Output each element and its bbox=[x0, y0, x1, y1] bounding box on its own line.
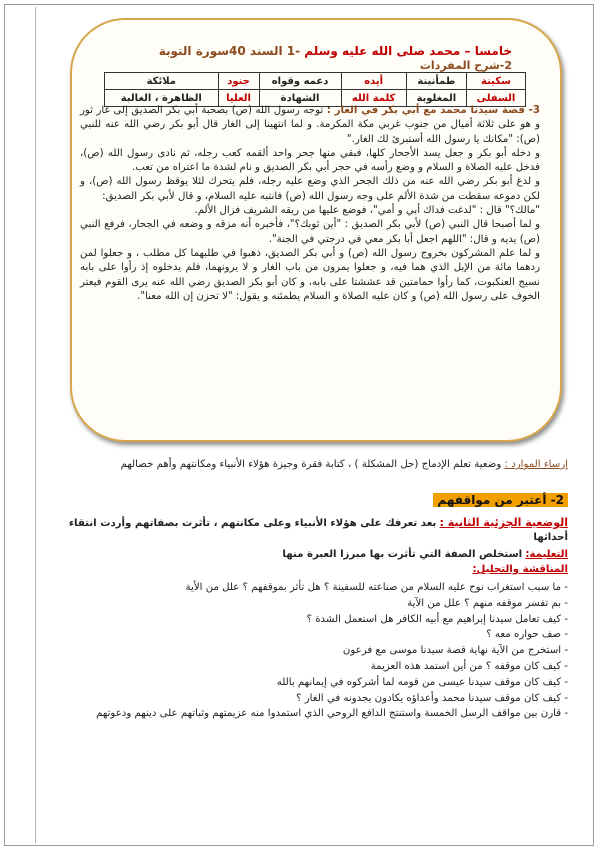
term-cell: كلمة الله bbox=[341, 90, 406, 107]
questions-list bbox=[40, 580, 568, 722]
story-paragraph: 3- قصة سيدنا محمد مع أبي بكر في الغار : توجه رسول الله (ص) بصحبة أبي بكر الصديق إلى غار ثور و هو على ثلاثة أميال من جنوب غربي مكة المكرمة. و لما انتهينا إلى الغار قال أبو بكر رضي الله عنه للنبي (ص): "مكانك يا رسول الله أستبرئ لك الغار." bbox=[80, 105, 540, 145]
instruction bbox=[40, 548, 568, 562]
partial-situation bbox=[40, 516, 568, 544]
instruction-label: التعليمة: bbox=[525, 549, 568, 560]
term-cell: جنود bbox=[218, 73, 259, 90]
story-text bbox=[80, 104, 540, 304]
term-cell: أيده bbox=[341, 73, 406, 90]
question-item: - كيف كان موقف سيدنا محمد وأعداؤه يكادون يجدونه في الغار ؟ bbox=[296, 692, 568, 704]
card-title bbox=[159, 44, 512, 58]
title-name: محمد صلى الله عليه وسلم bbox=[304, 44, 461, 58]
meaning-cell: طمأنينة bbox=[406, 73, 466, 90]
resources-label: إرساء الموارد : bbox=[504, 459, 568, 470]
section-title-row bbox=[40, 494, 568, 509]
meaning-cell: الظاهرة ، الغالبة bbox=[105, 90, 219, 107]
question-item: - ما سبب استغراب نوح عليه السلام من صناعته للسفينة ؟ هل تأثر بموقفهم ؟ علل من الأية bbox=[185, 582, 568, 593]
partial-text: بعد تعرفك على هؤلاء الأنبياء وعلى مكانتهم ، تأثرت بصفاتهم وأردت انتقاء أحداثها bbox=[68, 518, 568, 543]
margin-line bbox=[35, 7, 36, 843]
vocab-heading: 2-شرح المفردات bbox=[419, 59, 512, 72]
question-item: - كيف كان موقف سيدنا عيسى من قومه لما أشركوه في إيمانهم بالله bbox=[276, 676, 568, 688]
meaning-cell: المغلوبة bbox=[406, 90, 466, 107]
term-cell: سكينة bbox=[466, 73, 525, 90]
story-paragraph: و لدغ أبو بكر رضي الله عنه من ذلك الجحر الذي وضع عليه رجله، فلم يتحرك لئلا يوقظ رسول الله (ص)، و لكن دموعه سقطت من شدة الألم على وجه رسول الله (ص) فانتبه عليه السلام، و قال لأبي بكر الصديق: bbox=[80, 176, 540, 202]
term-cell: العليا bbox=[218, 90, 259, 107]
story-paragraph: و لما أصبحا قال النبي (ص) لأبي بكر الصديق : "أين ثوبك؟"، فأخبره أنه مزقه و وضعه في الجحار، فرفع النبي (ص) يديه و قال: "اللهم اجعل أبا بكر معي في درجتي في الجنة". bbox=[80, 219, 540, 245]
question-item: - قارن بين مواقف الرسل الخمسة واستنتج الدافع الروحي الذي استمدوا منه عزيمتهم وثباتهم على دينهم ودعوتهم bbox=[96, 708, 568, 720]
story-paragraph: "مالك؟" قال : "لدغت فداك أبي و أمي"، فوضع عليها من ريقه الشريف فزال الألم. bbox=[194, 205, 540, 217]
story-paragraph: و لما علم المشركون بخروج رسول الله (ص) و أبي بكر الصديق، ذهبوا في طلبهما كل مطلب ، و جعلوا لمن ردهما مائة من الإبل الذي هما فيه، و جعلوا يمرون من باب الغار و لا يرونهما، فلم يدخلوه إذ رأوا على بابه نسيج العنكبوت، كما رأوا حمامتين قد عششتا على بابه، و كان أبو بكر الصديق رضي الله عنه يرى القوم فيعتر الخوف على رسول الله (ص) و كان عليه الصلاة و السلام يطمئنه و يقول: "لا تحزن إن الله معنا". bbox=[80, 247, 540, 302]
instruction-text: استخلص الصفة التي تأثرت بها مبرزا العبرة منها bbox=[282, 549, 523, 560]
table-row bbox=[105, 73, 526, 90]
term-cell: السفلى bbox=[466, 90, 525, 107]
resources-text: وضعية تعلم الإدماج (حل المشكلة ) ، كتابة فقرة وجيزة هؤلاء الأنبياء ومكانتهم وأهم خصالهم bbox=[120, 459, 502, 470]
title-document: -1 السند 40سورة التوبة bbox=[158, 44, 301, 58]
question-item: - كيف كان موقفه ؟ من أين استمد هذه العزيمة bbox=[370, 660, 568, 672]
resources-block bbox=[40, 458, 568, 472]
question-item: - كيف تعامل سيدنا إبراهيم مع أبيه الكافر هل استعمل الشدة ؟ bbox=[306, 613, 568, 625]
question-item: - صف حواره معه ؟ bbox=[486, 629, 568, 641]
meaning-cell: الشهادة bbox=[259, 90, 341, 107]
vocabulary-table bbox=[104, 72, 526, 107]
partial-label: الوضعية الجزئية الثانية : bbox=[439, 516, 568, 529]
meaning-cell: ملائكة bbox=[105, 73, 219, 90]
discussion-heading: المناقشة والتحليل: bbox=[472, 564, 568, 575]
story-heading: 3- قصة سيدنا محمد مع أبي بكر في الغار : bbox=[326, 105, 540, 116]
title-prefix: خامسا – bbox=[464, 44, 512, 58]
story-paragraph: و دخله أبو بكر و جعل يسد الأجحار كلها، فبقي منها جحر واحد ألقمه كعب رجله، ثم نادى رسول الله (ص)، فدخل عليه الصلاة و السلام و وضع رأسه في حجر أبي بكر الصديق و نام لشدة ما اعتراه من تعب. bbox=[80, 147, 540, 174]
question-item: - استخرج من الآية نهاية قصة سيدنا موسى مع فرعون bbox=[342, 645, 568, 657]
meaning-cell: دعمه وقواه bbox=[259, 73, 341, 90]
question-item: - بم تفسر موقفه منهم ؟ علل من الآية bbox=[407, 597, 568, 609]
section-title: 2- أعتبر من مواقفهم bbox=[433, 493, 568, 507]
discussion-heading-row bbox=[40, 563, 568, 577]
